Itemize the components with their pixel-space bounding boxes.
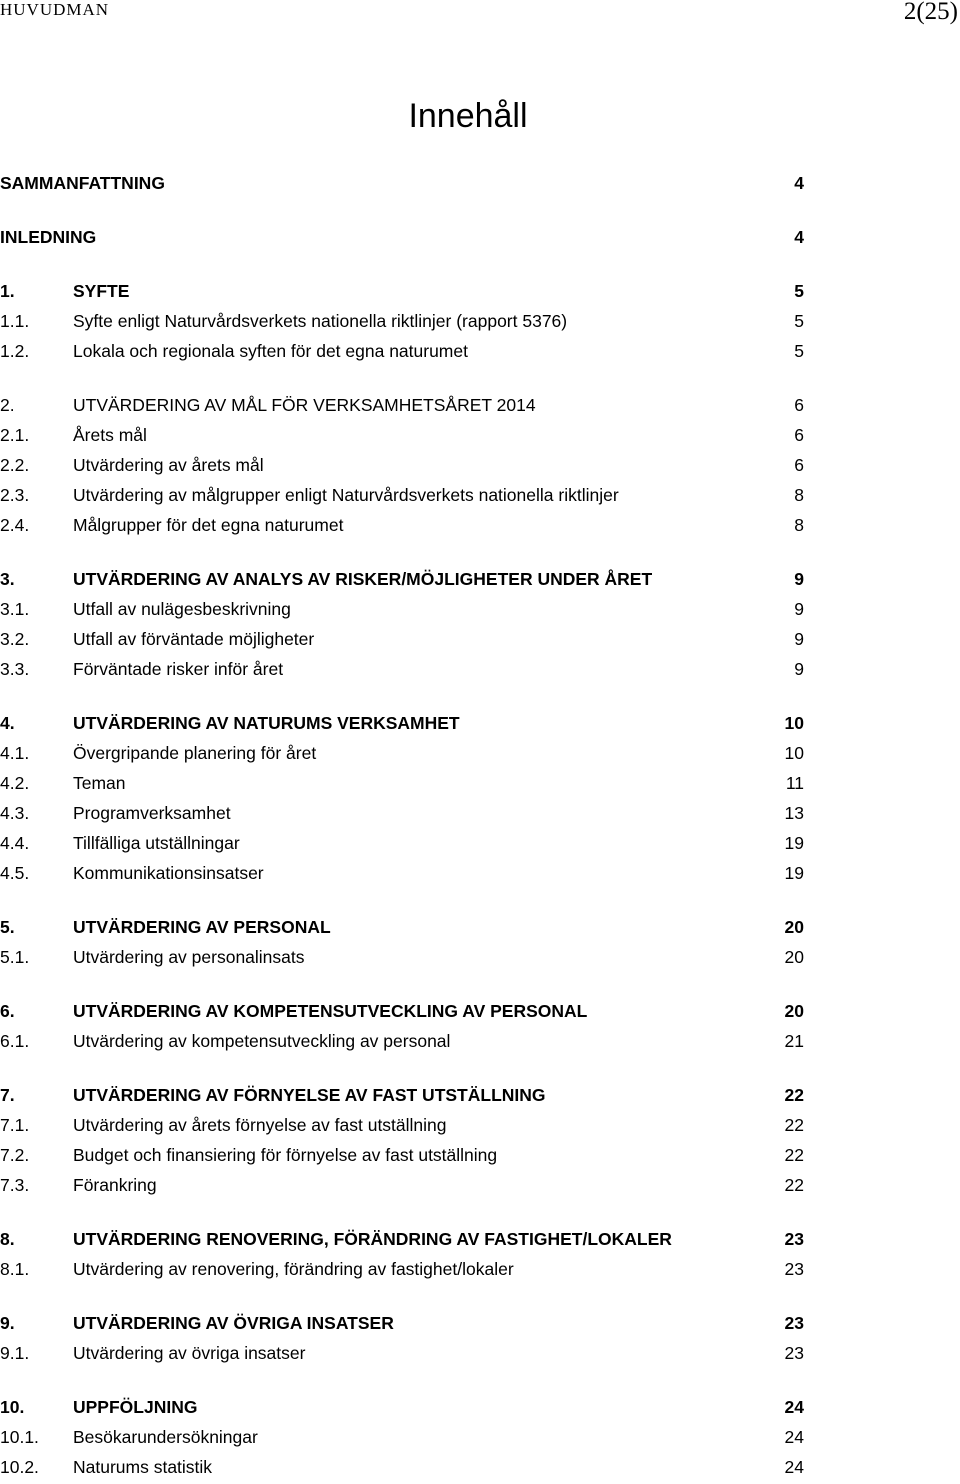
toc-entry[interactable] bbox=[0, 564, 820, 594]
toc-entry-number: 2.1. bbox=[0, 425, 30, 445]
toc-entry[interactable] bbox=[0, 942, 820, 972]
toc-entry-page: 8 bbox=[794, 485, 804, 505]
toc-entry-title: Utvärdering av övriga insatser bbox=[73, 1343, 306, 1363]
toc-entry[interactable] bbox=[0, 1224, 820, 1254]
toc-entry-title: Kommunikationsinsatser bbox=[73, 863, 264, 883]
toc-entry-number: 9.1. bbox=[0, 1343, 30, 1363]
toc-entry-title: Utfall av nulägesbeskrivning bbox=[73, 599, 291, 619]
toc-entry-title: UTVÄRDERING AV KOMPETENSUTVECKLING AV PERSONAL bbox=[73, 1001, 588, 1021]
toc-entry-page: 19 bbox=[784, 863, 804, 883]
toc-entry-page: 10 bbox=[784, 743, 804, 763]
toc-entry-number: 7.2. bbox=[0, 1145, 30, 1165]
page-indicator: 2(25) bbox=[903, 0, 958, 25]
toc-entry-number: 2.2. bbox=[0, 455, 30, 475]
toc-entry[interactable] bbox=[0, 450, 820, 480]
toc-entry-title: INLEDNING bbox=[0, 227, 97, 247]
toc-entry-title: UTVÄRDERING AV NATURUMS VERKSAMHET bbox=[73, 713, 460, 733]
toc-entry-page: 6 bbox=[794, 395, 804, 415]
toc-entry-title: SAMMANFATTNING bbox=[0, 173, 165, 193]
toc-entry[interactable] bbox=[0, 1170, 820, 1200]
toc-entry-number: 1.2. bbox=[0, 341, 30, 361]
toc-entry-title: Lokala och regionala syften för det egna naturumet bbox=[73, 341, 468, 361]
toc-entry[interactable] bbox=[0, 1392, 820, 1422]
toc-entry[interactable] bbox=[0, 1338, 820, 1368]
toc-entry[interactable] bbox=[0, 738, 820, 768]
toc-entry-number: 8. bbox=[0, 1229, 15, 1249]
toc-entry-title: UTVÄRDERING AV MÅL FÖR VERKSAMHETSÅRET 2014 bbox=[73, 395, 536, 415]
toc-entry-page: 20 bbox=[784, 917, 804, 937]
toc-entry-title: Naturums statistik bbox=[73, 1457, 213, 1477]
toc-entry-page: 9 bbox=[794, 569, 804, 589]
toc-entry-number: 10.1. bbox=[0, 1427, 39, 1447]
toc-entry[interactable] bbox=[0, 624, 820, 654]
toc-entry-page: 22 bbox=[784, 1145, 804, 1165]
toc-entry-title: Besökarundersökningar bbox=[73, 1427, 258, 1447]
toc-entry[interactable] bbox=[0, 276, 820, 306]
toc-entry-title: Budget och finansiering för förnyelse av fast utställning bbox=[73, 1145, 498, 1165]
toc-entry-number: 2. bbox=[0, 395, 15, 415]
toc-entry-number: 10.2. bbox=[0, 1457, 39, 1477]
toc-entry[interactable] bbox=[0, 708, 820, 738]
toc-entry-page: 24 bbox=[784, 1427, 804, 1447]
toc-entry-title: Utvärdering av årets förnyelse av fast utställning bbox=[73, 1115, 447, 1135]
toc-entry-title: Syfte enligt Naturvårdsverkets nationella riktlinjer (rapport 5376) bbox=[73, 311, 568, 331]
toc-entry-number: 3.3. bbox=[0, 659, 30, 679]
toc-entry-number: 7.3. bbox=[0, 1175, 30, 1195]
toc-entry-title: UTVÄRDERING AV ÖVRIGA INSATSER bbox=[73, 1313, 394, 1333]
toc-entry[interactable] bbox=[0, 420, 820, 450]
toc-entry-number: 8.1. bbox=[0, 1259, 30, 1279]
toc-entry[interactable] bbox=[0, 1422, 820, 1452]
toc-entry-page: 20 bbox=[784, 947, 804, 967]
toc-entry[interactable] bbox=[0, 798, 820, 828]
toc-entry-number: 7. bbox=[0, 1085, 15, 1105]
toc-entry-number: 4.1. bbox=[0, 743, 30, 763]
toc-entry-page: 10 bbox=[784, 713, 804, 733]
toc-entry-page: 23 bbox=[784, 1343, 804, 1363]
table-of-contents bbox=[0, 168, 820, 1482]
toc-entry[interactable] bbox=[0, 1080, 820, 1110]
toc-entry-title: Utvärdering av kompetensutveckling av personal bbox=[73, 1031, 451, 1051]
toc-entry-number: 1. bbox=[0, 281, 15, 301]
toc-entry[interactable] bbox=[0, 996, 820, 1026]
toc-entry-number: 4.3. bbox=[0, 803, 30, 823]
toc-entry[interactable] bbox=[0, 390, 820, 420]
toc-entry-title: Programverksamhet bbox=[73, 803, 231, 823]
toc-entry-title: Teman bbox=[73, 773, 126, 793]
toc-entry[interactable] bbox=[0, 168, 820, 198]
toc-entry-page: 22 bbox=[784, 1175, 804, 1195]
toc-entry-title: Utvärdering av personalinsats bbox=[73, 947, 305, 967]
toc-entry-page: 21 bbox=[784, 1031, 804, 1051]
toc-entry[interactable] bbox=[0, 768, 820, 798]
toc-entry[interactable] bbox=[0, 912, 820, 942]
toc-entry-page: 5 bbox=[794, 311, 804, 331]
toc-entry-page: 4 bbox=[794, 173, 804, 193]
toc-entry-number: 4.4. bbox=[0, 833, 30, 853]
toc-entry-title: Utvärdering av målgrupper enligt Naturvårdsverkets nationella riktlinjer bbox=[73, 485, 619, 505]
toc-entry-title: Målgrupper för det egna naturumet bbox=[73, 515, 344, 535]
toc-entry-title: UTVÄRDERING AV ANALYS AV RISKER/MÖJLIGHETER UNDER ÅRET bbox=[73, 569, 653, 589]
toc-entry-page: 6 bbox=[794, 455, 804, 475]
toc-entry-page: 13 bbox=[784, 803, 804, 823]
toc-entry-page: 22 bbox=[784, 1085, 804, 1105]
toc-entry-page: 4 bbox=[794, 227, 804, 247]
toc-entry-page: 22 bbox=[784, 1115, 804, 1135]
toc-entry-number: 4.5. bbox=[0, 863, 30, 883]
toc-entry-page: 24 bbox=[784, 1397, 804, 1417]
toc-entry[interactable] bbox=[0, 594, 820, 624]
toc-entry-number: 7.1. bbox=[0, 1115, 30, 1135]
toc-entry-page: 9 bbox=[794, 599, 804, 619]
toc-entry-title: Utfall av förväntade möjligheter bbox=[73, 629, 315, 649]
toc-entry-title: Utvärdering av renovering, förändring av fastighet/lokaler bbox=[73, 1259, 514, 1279]
toc-entry-number: 6. bbox=[0, 1001, 15, 1021]
toc-entry-number: 3. bbox=[0, 569, 15, 589]
toc-entry-page: 19 bbox=[784, 833, 804, 853]
toc-entry-title: Förväntade risker inför året bbox=[73, 659, 284, 679]
toc-entry-title: Utvärdering av årets mål bbox=[73, 455, 264, 475]
toc-entry[interactable] bbox=[0, 1254, 820, 1284]
toc-entry[interactable] bbox=[0, 510, 820, 540]
toc-entry-title: Övergripande planering för året bbox=[73, 743, 317, 763]
toc-entry-page: 9 bbox=[794, 659, 804, 679]
header-label: HUVUDMAN bbox=[0, 0, 110, 19]
toc-entry-page: 9 bbox=[794, 629, 804, 649]
toc-entry-title: SYFTE bbox=[73, 281, 130, 301]
toc-entry[interactable] bbox=[0, 828, 820, 858]
toc-entry-page: 23 bbox=[784, 1313, 804, 1333]
toc-entry-title: UTVÄRDERING RENOVERING, FÖRÄNDRING AV FASTIGHET/LOKALER bbox=[73, 1229, 672, 1249]
toc-entry[interactable] bbox=[0, 1452, 820, 1482]
toc-entry[interactable] bbox=[0, 1308, 820, 1338]
toc-entry-page: 23 bbox=[784, 1259, 804, 1279]
toc-entry-page: 11 bbox=[785, 773, 804, 793]
toc-entry-number: 6.1. bbox=[0, 1031, 30, 1051]
toc-entry[interactable] bbox=[0, 336, 820, 366]
toc-entry-number: 4.2. bbox=[0, 773, 30, 793]
toc-entry-number: 5. bbox=[0, 917, 15, 937]
toc-entry-number: 5.1. bbox=[0, 947, 30, 967]
page-title: Innehåll bbox=[408, 97, 528, 135]
toc-entry-title: Årets mål bbox=[73, 425, 147, 445]
toc-entry-title: Tillfälliga utställningar bbox=[73, 833, 240, 853]
toc-entry-number: 2.3. bbox=[0, 485, 30, 505]
toc-entry-title: Förankring bbox=[73, 1175, 157, 1195]
toc-entry-number: 4. bbox=[0, 713, 15, 733]
toc-entry[interactable] bbox=[0, 858, 820, 888]
toc-entry-number: 3.1. bbox=[0, 599, 30, 619]
toc-entry-title: UTVÄRDERING AV FÖRNYELSE AV FAST UTSTÄLLNING bbox=[73, 1085, 546, 1105]
toc-entry-page: 5 bbox=[794, 281, 804, 301]
toc-entry-number: 1.1. bbox=[0, 311, 30, 331]
toc-entry[interactable] bbox=[0, 480, 820, 510]
toc-entry[interactable] bbox=[0, 306, 820, 336]
toc-entry-title: UPPFÖLJNING bbox=[73, 1397, 198, 1417]
toc-entry-number: 2.4. bbox=[0, 515, 30, 535]
toc-entry-title: UTVÄRDERING AV PERSONAL bbox=[73, 917, 331, 937]
toc-entry-page: 24 bbox=[784, 1457, 804, 1477]
toc-entry[interactable] bbox=[0, 1140, 820, 1170]
toc-entry[interactable] bbox=[0, 222, 820, 252]
toc-entry-page: 5 bbox=[794, 341, 804, 361]
toc-entry-page: 20 bbox=[784, 1001, 804, 1021]
toc-entry-page: 8 bbox=[794, 515, 804, 535]
toc-entry-page: 6 bbox=[794, 425, 804, 445]
toc-entry-number: 3.2. bbox=[0, 629, 30, 649]
toc-entry[interactable] bbox=[0, 1026, 820, 1056]
toc-entry-number: 9. bbox=[0, 1313, 15, 1333]
toc-entry-page: 23 bbox=[784, 1229, 804, 1249]
toc-entry-number: 10. bbox=[0, 1397, 25, 1417]
toc-entry[interactable] bbox=[0, 654, 820, 684]
toc-entry[interactable] bbox=[0, 1110, 820, 1140]
